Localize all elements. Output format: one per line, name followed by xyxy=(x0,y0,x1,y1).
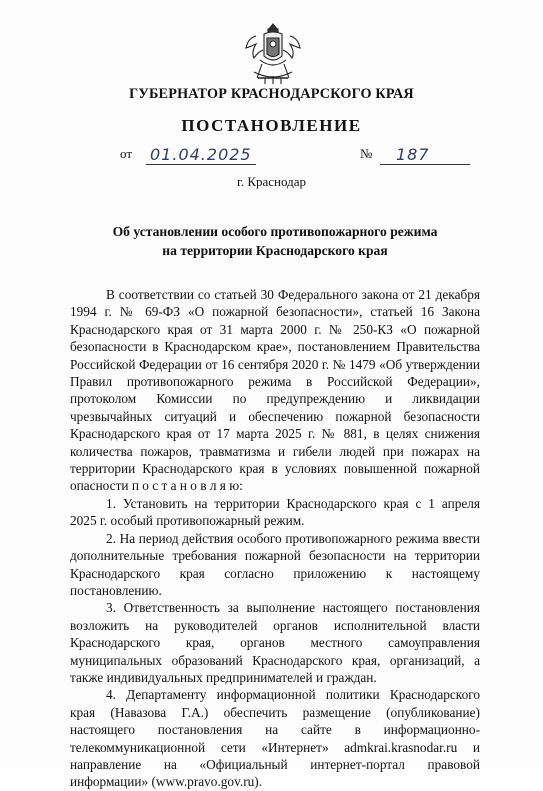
resolution-item-2: 2. На период действия особого противопожарного режима ввести дополнительные требования пожарной безопасности на территории Краснодарского края согласно приложению к настоящему постановлению. xyxy=(70,530,480,598)
document-subject xyxy=(80,222,470,260)
number-underline xyxy=(380,164,470,165)
document-body xyxy=(70,286,480,791)
date-handwritten: 01.04.2025 xyxy=(150,145,252,164)
date-row xyxy=(120,146,144,162)
subject-line-2: на территории Краснодарского края xyxy=(162,243,388,258)
coat-of-arms-emblem xyxy=(242,20,304,86)
number-label: № xyxy=(360,146,373,161)
resolution-item-4: 4. Департаменту информационной политики Краснодарского края (Навазова Г.А.) обеспечить размещение (опубликование) настоящего постановления на сайте в информационно-телекоммуникационной сети «Интернет» admkrai.krasnodar.ru и направление на «Официальный интернет-портал правовой информации» (www.pravo.gov.ru). xyxy=(70,687,480,790)
resolution-item-3: 3. Ответственность за выполнение настоящего постановления возложить на руководителей органов исполнительной власти Краснодарского края, органов местного самоуправления муниципальных образований Краснодарского края, организаций, а также индивидуальных предпринимателей и граждан. xyxy=(70,600,480,685)
number-handwritten: 187 xyxy=(396,145,430,164)
date-prefix: от xyxy=(120,146,133,161)
city-label: г. Краснодар xyxy=(236,174,307,189)
preamble-paragraph: В соответствии со статьей 30 Федерального закона от 21 декабря 1994 г. № 69-ФЗ «О пожарной безопасности», статьей 16 Закона Краснодарского края от 31 марта 2000 г. № 250-КЗ «О пожарной безопасности в Краснодарском крае», постановлением Правительства Российской Федерации от 16 сентября 2020 г. № 1479 «Об утверждении Правил противопожарного режима в Российской Федерации», протоколом Комиссии по предупреждению и ликвидации чрезвычайных ситуаций и обеспечению пожарной безопасности Краснодарского края от 17 марта 2025 г. № 881, в целях снижения количества пожаров, травматизма и гибели людей при пожарах на территории Краснодарского края в условиях повышенной пожарной опасности п о с т а н о в л я ю: xyxy=(70,287,480,494)
date-underline xyxy=(146,164,256,165)
document-type-title: ПОСТАНОВЛЕНИЕ xyxy=(181,116,362,135)
resolution-item-1: 1. Установить на территории Краснодарского края с 1 апреля 2025 г. особый противопожарный режим. xyxy=(70,495,480,529)
subject-line-1: Об установлении особого противопожарного режима xyxy=(112,224,438,239)
governor-title: ГУБЕРНАТОР КРАСНОДАРСКОГО КРАЯ xyxy=(129,86,414,102)
